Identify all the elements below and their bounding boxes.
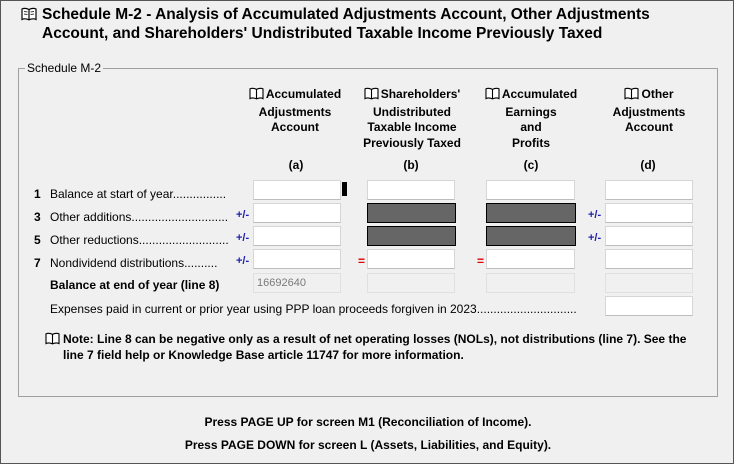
line3-col-d-input[interactable] bbox=[605, 203, 693, 223]
column-c-header-text: and bbox=[520, 120, 542, 134]
line5-col-c-disabled bbox=[486, 226, 576, 246]
line1-col-c-input[interactable] bbox=[486, 180, 575, 200]
column-d-header-text: Account bbox=[625, 120, 673, 134]
title-line-2: Account, and Shareholders' Undistributed Taxable Income Previously Taxed bbox=[42, 25, 603, 42]
book-help-icon[interactable] bbox=[249, 87, 264, 105]
line-number: 7 bbox=[34, 256, 41, 270]
column-b-header-text: Taxable Income bbox=[367, 120, 457, 134]
column-b-header-text: Shareholders' bbox=[380, 87, 461, 101]
line1-col-a-input[interactable] bbox=[253, 180, 341, 200]
plus-minus-toggle[interactable]: +/- bbox=[236, 255, 250, 267]
line-label: Nondividend distributions.......... bbox=[50, 256, 218, 270]
column-letter-d: (d) bbox=[640, 158, 656, 172]
book-help-icon[interactable] bbox=[21, 7, 37, 26]
line-number: 5 bbox=[34, 233, 41, 247]
column-letter-c: (c) bbox=[523, 158, 539, 172]
ppp-expenses-label: Expenses paid in current or prior year using PPP loan proceeds forgiven in 2023.............................. bbox=[50, 302, 577, 316]
book-help-icon[interactable] bbox=[485, 87, 500, 105]
line1-col-d-input[interactable] bbox=[605, 180, 693, 200]
column-b-header-text: Previously Taxed bbox=[363, 135, 461, 150]
line-number: 1 bbox=[34, 187, 41, 201]
line7-col-a-input[interactable] bbox=[253, 249, 341, 269]
column-a-header-text: Accumulated bbox=[265, 87, 342, 101]
column-header-a bbox=[241, 87, 349, 136]
line5-col-a-input[interactable] bbox=[253, 226, 341, 246]
title-line-1: Schedule M-2 - Analysis of Accumulated Adjustments Account, Other Adjustments bbox=[42, 6, 650, 23]
balance-end-col-d bbox=[605, 273, 693, 293]
line3-col-a-input[interactable] bbox=[253, 203, 341, 223]
book-help-icon[interactable] bbox=[364, 87, 379, 105]
balance-end-col-b bbox=[367, 273, 455, 293]
book-help-icon[interactable] bbox=[45, 332, 60, 349]
plus-minus-toggle[interactable]: +/- bbox=[588, 232, 602, 244]
column-d-header-text: Adjustments bbox=[612, 104, 686, 119]
plus-minus-toggle[interactable]: +/- bbox=[236, 232, 250, 244]
column-a-header-text: Account bbox=[271, 120, 319, 134]
column-letter-a: (a) bbox=[288, 158, 304, 172]
column-c-header-text: Earnings bbox=[505, 104, 557, 119]
balance-end-label: Balance at end of year (line 8) bbox=[50, 278, 220, 292]
ppp-expenses-input[interactable] bbox=[605, 296, 693, 316]
line-label: Balance at start of year................ bbox=[50, 187, 227, 201]
page-up-hint: Press PAGE UP for screen M1 (Reconciliation of Income). bbox=[204, 415, 532, 429]
note-text-line-2: line 7 field help or Knowledge Base article 11747 for more information. bbox=[63, 348, 464, 362]
line3-col-c-disabled bbox=[486, 203, 576, 223]
text-cursor bbox=[342, 182, 347, 196]
line1-col-b-input[interactable] bbox=[367, 180, 455, 200]
column-c-header-text: Profits bbox=[511, 135, 550, 150]
line3-col-b-disabled bbox=[367, 203, 456, 223]
line-number: 3 bbox=[34, 210, 41, 224]
column-d-header-text: Other bbox=[641, 87, 674, 101]
column-header-d bbox=[601, 87, 697, 136]
equals-sign: = bbox=[358, 254, 366, 268]
plus-minus-toggle[interactable]: +/- bbox=[588, 209, 602, 221]
column-b-header-text: Undistributed bbox=[373, 104, 451, 119]
balance-end-col-a: 16692640 bbox=[253, 273, 341, 293]
column-c-header-text: Accumulated bbox=[501, 87, 578, 101]
line-label: Other additions............................. bbox=[50, 210, 229, 224]
equals-sign: = bbox=[477, 254, 485, 268]
line-label: Other reductions........................... bbox=[50, 233, 229, 247]
column-header-c bbox=[477, 87, 585, 151]
column-a-header-text: Adjustments bbox=[258, 104, 332, 119]
note-text-line-1: Note: Line 8 can be negative only as a result of net operating losses (NOLs), not distributions (line 7). See the bbox=[63, 332, 687, 346]
column-header-b bbox=[356, 87, 468, 151]
balance-end-col-c bbox=[486, 273, 575, 293]
page-down-hint: Press PAGE DOWN for screen L (Assets, Liabilities, and Equity). bbox=[184, 438, 552, 452]
line7-col-d-input[interactable] bbox=[605, 249, 693, 269]
line7-col-b-input[interactable] bbox=[367, 249, 455, 269]
column-letter-b: (b) bbox=[403, 158, 419, 172]
plus-minus-toggle[interactable]: +/- bbox=[236, 209, 250, 221]
group-label: Schedule M-2 bbox=[27, 61, 102, 75]
line5-col-b-disabled bbox=[367, 226, 456, 246]
book-help-icon[interactable] bbox=[624, 87, 639, 105]
line5-col-d-input[interactable] bbox=[605, 226, 693, 246]
line7-col-c-input[interactable] bbox=[486, 249, 575, 269]
